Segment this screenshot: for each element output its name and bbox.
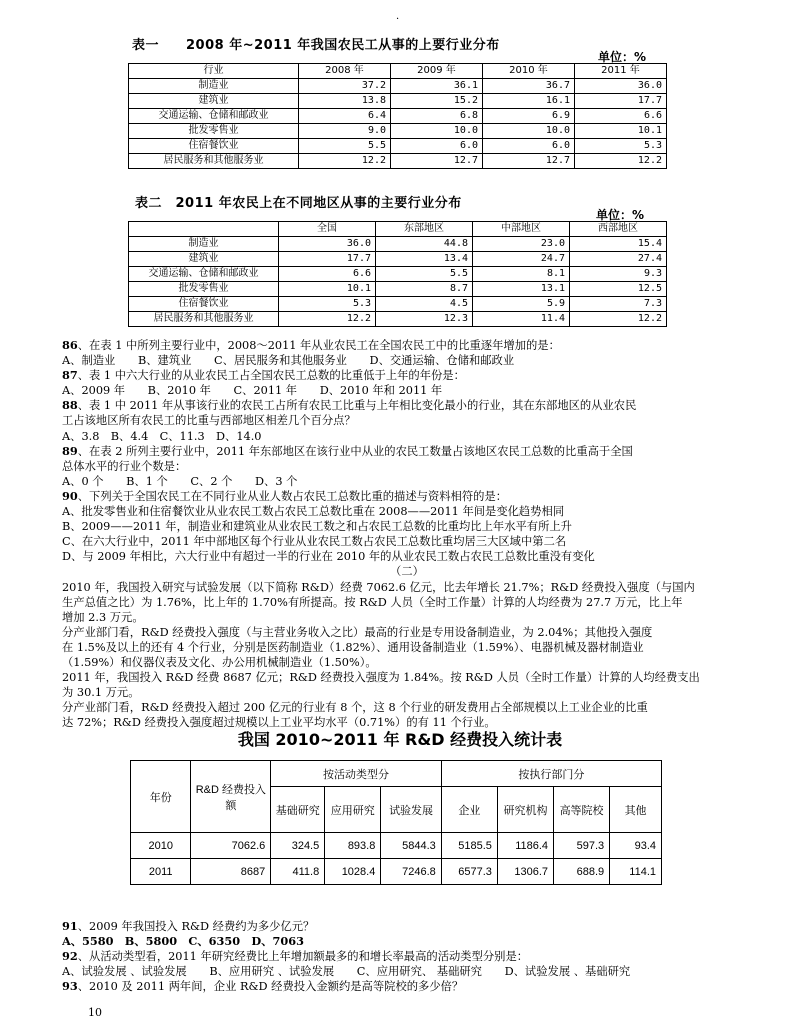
- question-86-options: A、制造业 B、建筑业 C、居民服务和其他服务业 D、交通运输、仓储和邮政业: [62, 354, 515, 368]
- table2-cell: 13.4: [376, 252, 473, 267]
- rd-subheader: 企业: [441, 787, 497, 833]
- questions-block-a: [62, 338, 752, 730]
- question-90-option-b: B、2009——2011 年，制造业和建筑业从业农民工数之和占农民工总数的比重均比上年水平有所上升: [62, 520, 572, 534]
- table2-cell: 7.3: [570, 297, 667, 312]
- rd-cell: 5844.3: [381, 833, 441, 859]
- rd-cell: 1306.7: [497, 859, 553, 885]
- table1-cell: 6.6: [575, 109, 667, 124]
- table2-cell: 36.0: [279, 237, 376, 252]
- question-92-options: A、试验发展 、试验发展 B、应用研究 、试验发展 C、应用研究、 基础研究 D、试验发展 、基础研究: [62, 965, 631, 979]
- table1-cell: 12.7: [483, 154, 575, 169]
- question-87-options: A、2009 年 B、2010 年 C、2011 年 D、2010 年和 2011 年: [62, 384, 443, 398]
- table2-cell: 23.0: [473, 237, 570, 252]
- question-93: 93、2010 及 2011 两年间，企业 R&D 经费投入金额约是高等院校的多少倍？: [62, 979, 464, 994]
- table1-row: [129, 79, 667, 94]
- question-90-option-c: C、在六大行业中，2011 年中部地区每个行业从业农民工数占农民工总数比重均居三大区域中第二名: [62, 535, 567, 549]
- question-88-cont: 工占该地区所有农民工的比重与西部地区相差几个百分点？: [62, 414, 356, 428]
- table2-cell: 5.3: [279, 297, 376, 312]
- question-90-option-d: D、与 2009 年相比，六大行业中有超过一半的行业在 2010 年的从业农民工数占农民工总数比重没有变化: [62, 550, 595, 564]
- table1-cell: 5.5: [299, 139, 391, 154]
- table2-header: [129, 222, 279, 237]
- rd-subheader: 试验发展: [381, 787, 441, 833]
- table2-row: [129, 282, 667, 297]
- question-86: 86、在表 1 中所列主要行业中，2008～2011 年从业农民工在全国农民工中的比重逐年增加的是：: [62, 338, 560, 352]
- table1-cell: 17.7: [575, 94, 667, 109]
- question-90-option-a: A、批发零售业和住宿餐饮业从业农民工数占农民工总数比重在 2008——2011 年间是变化趋势相同: [62, 505, 565, 519]
- table1-unit: 单位：%: [598, 50, 647, 64]
- table1-row-label: 居民服务和其他服务业: [129, 154, 299, 169]
- rd-row: [131, 833, 662, 859]
- table2-cell: 9.3: [570, 267, 667, 282]
- table2-cell: 15.4: [570, 237, 667, 252]
- rd-cell: 411.8: [271, 859, 325, 885]
- question-90: 90、下列关于全国农民工在不同行业从业人数占农民工总数比重的描述与资料相符的是：: [62, 488, 508, 503]
- table1-row-label: 建筑业: [129, 94, 299, 109]
- table2-cell: 24.7: [473, 252, 570, 267]
- table1-row: [129, 139, 667, 154]
- table2-cell: 10.1: [279, 282, 376, 297]
- rd-header-activity: 按活动类型分: [271, 761, 442, 787]
- table2-cell: 4.5: [376, 297, 473, 312]
- table1-cell: 36.1: [391, 79, 483, 94]
- table2-cell: 44.8: [376, 237, 473, 252]
- table2-row-label: 居民服务和其他服务业: [129, 312, 279, 327]
- table1-cell: 6.0: [483, 139, 575, 154]
- passage-line: 增加 2.3 万元。: [62, 610, 144, 624]
- table2-header-row: [129, 222, 667, 237]
- table1-header: 2010 年: [483, 64, 575, 79]
- rd-subheader: 研究机构: [497, 787, 553, 833]
- table1-header: 2011 年: [575, 64, 667, 79]
- rd-cell: 7246.8: [381, 859, 441, 885]
- rd-header-total: R&D 经费投入额: [191, 761, 271, 833]
- rd-year-cell: 2010: [131, 833, 191, 859]
- table1-cell: 6.8: [391, 109, 483, 124]
- rd-cell: 324.5: [271, 833, 325, 859]
- table1-row: [129, 124, 667, 139]
- table2-row-label: 制造业: [129, 237, 279, 252]
- rd-cell: 597.3: [554, 833, 610, 859]
- rd-year-cell: 2011: [131, 859, 191, 885]
- rd-cell: 8687: [191, 859, 271, 885]
- rd-cell: 1028.4: [325, 859, 381, 885]
- rd-cell: 114.1: [610, 859, 662, 885]
- table1-cell: 6.0: [391, 139, 483, 154]
- table2-title: 表二 2011 年农民上在不同地区从事的主要行业分布: [135, 196, 462, 211]
- table1-row-label: 批发零售业: [129, 124, 299, 139]
- table1-cell: 5.3: [575, 139, 667, 154]
- passage-line: 生产总值之比）为 1.76%，比上年的 1.70%有所提高。按 R&D 人员（全时工作量）计算的人均经费为 27.7 万元，比上年: [62, 595, 683, 609]
- table2-cell: 13.1: [473, 282, 570, 297]
- table2-cell: 8.7: [376, 282, 473, 297]
- question-87: 87、表 1 中六大行业的从业农民工占全国农民工总数的比重低于上年的年份是：: [62, 368, 465, 383]
- table2-cell: 12.5: [570, 282, 667, 297]
- table2-cell: 12.3: [376, 312, 473, 327]
- table1-title: 表一 2008 年~2011 年我国农民工从事的上要行业分布: [132, 38, 500, 53]
- table1-row: [129, 109, 667, 124]
- passage-line: 分产业部门看，R&D 经费投入超过 200 亿元的行业有 8 个，这 8 个行业的研发费用占全部规模以上工业企业的比重: [62, 701, 648, 715]
- question-89-options: A、0 个 B、1 个 C、2 个 D、3 个: [62, 474, 298, 488]
- table2-cell: 27.4: [570, 252, 667, 267]
- passage-line: （1.59%）和仪器仪表及文化、办公用机械制造业（1.50%）。: [62, 655, 377, 669]
- table2-cell: 12.2: [570, 312, 667, 327]
- table1-cell: 9.0: [299, 124, 391, 139]
- table1-cell: 6.9: [483, 109, 575, 124]
- question-88: 88、表 1 中 2011 年从事该行业的农民工占所有农民工比重与上年相比变化最小的行业，其在东部地区的从业农民: [62, 398, 637, 413]
- table2-cell: 5.9: [473, 297, 570, 312]
- section-heading: （二）: [390, 565, 424, 579]
- table2-row: [129, 237, 667, 252]
- rd-table-title: 我国 2010~2011 年 R&D 经费投入统计表: [237, 730, 563, 749]
- question-89-cont: 总体水平的行业个数是：: [62, 459, 187, 473]
- table1-row-label: 交通运输、仓储和邮政业: [129, 109, 299, 124]
- table2-row: [129, 252, 667, 267]
- passage-line: 分产业部门看，R&D 经费投入强度（与主营业务收入之比）最高的行业是专用设备制造业，为 2.04%；其他投入强度: [62, 625, 653, 639]
- table2-header: 西部地区: [570, 222, 667, 237]
- page-number: 10: [88, 1006, 102, 1019]
- top-mark: ·: [396, 14, 400, 25]
- table1-row: [129, 94, 667, 109]
- table1-row-label: 制造业: [129, 79, 299, 94]
- table2-header: 中部地区: [473, 222, 570, 237]
- table1-cell: 36.7: [483, 79, 575, 94]
- table2-row: [129, 312, 667, 327]
- table2-cell: 11.4: [473, 312, 570, 327]
- table2-row-label: 建筑业: [129, 252, 279, 267]
- table2-cell: 5.5: [376, 267, 473, 282]
- passage-line: 达 72%；R&D 经费投入强度超过规模以上工业平均水平（0.71%）的有 11 个行业。: [62, 716, 496, 730]
- table1-cell: 12.2: [575, 154, 667, 169]
- table1-cell: 10.0: [391, 124, 483, 139]
- rd-subheader: 高等院校: [554, 787, 610, 833]
- table2-row-label: 住宿餐饮业: [129, 297, 279, 312]
- rd-cell: 893.8: [325, 833, 381, 859]
- rd-cell: 1186.4: [497, 833, 553, 859]
- passage-line: 2011 年，我国投入 R&D 经费 8687 亿元；R&D 经费投入强度为 1.84%。按 R&D 人员（全时工作量）计算的人均经费支出: [62, 671, 700, 685]
- rd-header-year: 年份: [131, 761, 191, 833]
- question-91-options: A、5580 B、5800 C、6350 D、7063: [62, 934, 304, 949]
- table2-row: [129, 297, 667, 312]
- table1-cell: 36.0: [575, 79, 667, 94]
- table1-header: 2008 年: [299, 64, 391, 79]
- question-89: 89、在表 2 所列主要行业中，2011 年东部地区在该行业中从业的农民工数量占该地区农民工总数的比重高于全国: [62, 443, 633, 458]
- table2-header: 全国: [279, 222, 376, 237]
- rd-subheader: 基础研究: [271, 787, 325, 833]
- table1-header: 2009 年: [391, 64, 483, 79]
- table1-cell: 12.7: [391, 154, 483, 169]
- table1-cell: 37.2: [299, 79, 391, 94]
- questions-block-b: [62, 919, 752, 994]
- table2-row: [129, 267, 667, 282]
- table1-header: 行业: [129, 64, 299, 79]
- table1-cell: 15.2: [391, 94, 483, 109]
- rd-cell: 5185.5: [441, 833, 497, 859]
- passage-line: 为 30.1 万元。: [62, 686, 140, 700]
- table2-cell: 8.1: [473, 267, 570, 282]
- table1-cell: 12.2: [299, 154, 391, 169]
- table2-unit: 单位：%: [596, 208, 645, 222]
- rd-row: [131, 859, 662, 885]
- table1-row: [129, 154, 667, 169]
- question-92: 92、从活动类型看，2011 年研究经费比上年增加额最多的和增长率最高的活动类型分别是：: [62, 949, 529, 964]
- rd-header-row-1: [131, 761, 662, 787]
- passage-line: 在 1.5%及以上的还有 4 个行业，分别是医药制造业（1.82%）、通用设备制造业（1.59%）、电器机械及器材制造业: [62, 640, 644, 654]
- table2-row-label: 批发零售业: [129, 282, 279, 297]
- table1: [128, 63, 667, 169]
- rd-subheader: 其他: [610, 787, 662, 833]
- rd-subheader: 应用研究: [325, 787, 381, 833]
- table2-cell: 12.2: [279, 312, 376, 327]
- passage-line: 2010 年，我国投入研究与试验发展（以下简称 R&D）经费 7062.6 亿元，比去年增长 21.7%；R&D 经费投入强度（与国内: [62, 580, 695, 594]
- table1-cell: 13.8: [299, 94, 391, 109]
- rd-header-sector: 按执行部门分: [441, 761, 661, 787]
- table1-cell: 16.1: [483, 94, 575, 109]
- table1-row-label: 住宿餐饮业: [129, 139, 299, 154]
- rd-cell: 688.9: [554, 859, 610, 885]
- table2-cell: 17.7: [279, 252, 376, 267]
- table1-cell: 10.0: [483, 124, 575, 139]
- table1-header-row: [129, 64, 667, 79]
- question-91: 91、2009 年我国投入 R&D 经费约为多少亿元？: [62, 919, 315, 933]
- table1-cell: 10.1: [575, 124, 667, 139]
- table1-cell: 6.4: [299, 109, 391, 124]
- table2: [128, 221, 667, 327]
- rd-cell: 93.4: [610, 833, 662, 859]
- rd-cell: 6577.3: [441, 859, 497, 885]
- table2-header: 东部地区: [376, 222, 473, 237]
- question-88-options: A、3.8 B、4.4 C、11.3 D、14.0: [62, 429, 262, 443]
- table2-cell: 6.6: [279, 267, 376, 282]
- rd-cell: 7062.6: [191, 833, 271, 859]
- table2-row-label: 交通运输、仓储和邮政业: [129, 267, 279, 282]
- rd-table: [130, 760, 662, 885]
